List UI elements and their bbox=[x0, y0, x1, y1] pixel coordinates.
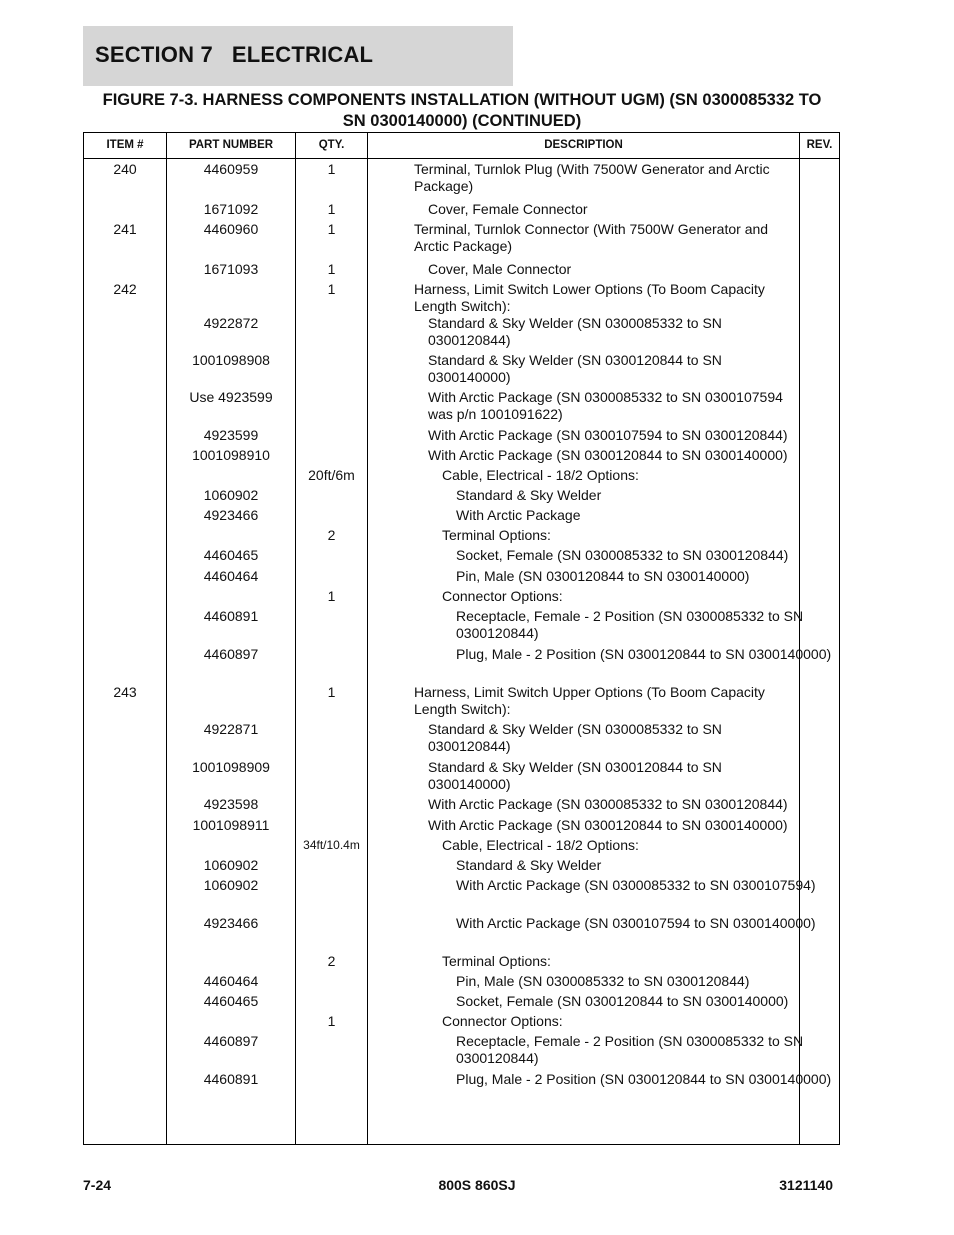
description: Terminal Options: bbox=[442, 953, 551, 969]
part-number: 4460465 bbox=[203, 993, 259, 1009]
footer-doc-number: 3121140 bbox=[779, 1177, 833, 1193]
part-number: 4460960 bbox=[203, 221, 259, 237]
description: Harness, Limit Switch Upper Options (To Boom Capacity Length Switch): bbox=[414, 684, 765, 717]
figure-title-line-1: FIGURE 7-3. HARNESS COMPONENTS INSTALLATION (WITHOUT UGM) (SN 0300085332 TO bbox=[102, 91, 822, 109]
description: Terminal, Turnlok Connector (With 7500W Generator and Arctic Package) bbox=[414, 221, 769, 254]
part-number: 1001098910 bbox=[192, 447, 270, 463]
part-number: 1060902 bbox=[203, 877, 259, 893]
description: Socket, Female (SN 0300085332 to SN 0300120844) bbox=[456, 547, 789, 563]
header-rev: REV. bbox=[806, 139, 833, 151]
part-number: 4923598 bbox=[203, 796, 259, 812]
figure-title bbox=[83, 90, 841, 132]
description: Terminal Options: bbox=[442, 527, 551, 543]
description: Connector Options: bbox=[442, 588, 563, 604]
description: Harness, Limit Switch Lower Options (To Boom Capacity Length Switch): bbox=[414, 281, 765, 314]
description: With Arctic Package (SN 0300120844 to SN 0300140000) bbox=[428, 817, 788, 833]
section-banner bbox=[83, 26, 513, 86]
figure-title-line-2: SN 0300140000) (CONTINUED) bbox=[342, 112, 582, 130]
description: Connector Options: bbox=[442, 1013, 563, 1029]
description: With Arctic Package bbox=[456, 507, 581, 523]
description: Receptacle, Female - 2 Position (SN 0300085332 to SN 0300120844) bbox=[456, 608, 804, 641]
header-divider bbox=[84, 158, 839, 159]
description: Terminal, Turnlok Plug (With 7500W Generator and Arctic Package) bbox=[414, 161, 770, 194]
part-number: 1001098908 bbox=[192, 352, 270, 368]
part-number: 4923466 bbox=[203, 507, 259, 523]
description: Cover, Male Connector bbox=[428, 261, 572, 277]
part-number: 4460897 bbox=[203, 1033, 259, 1049]
description: With Arctic Package (SN 0300120844 to SN 0300140000) bbox=[428, 447, 788, 463]
part-number: 4923599 bbox=[203, 427, 259, 443]
description: Plug, Male - 2 Position (SN 0300120844 to SN 0300140000) bbox=[456, 646, 832, 662]
header-description: DESCRIPTION bbox=[544, 139, 623, 151]
part-number: 4922872 bbox=[203, 315, 259, 331]
part-number: 4460465 bbox=[203, 547, 259, 563]
part-number: 4460464 bbox=[203, 973, 259, 989]
item-number: 242 bbox=[113, 281, 137, 297]
column-divider bbox=[367, 133, 368, 1144]
quantity: 1 bbox=[327, 261, 336, 277]
description: With Arctic Package (SN 0300107594 to SN 0300120844) bbox=[428, 427, 788, 443]
description: Standard & Sky Welder bbox=[456, 857, 602, 873]
item-number: 243 bbox=[113, 684, 137, 700]
description: Cable, Electrical - 18/2 Options: bbox=[442, 837, 639, 853]
description: Receptacle, Female - 2 Position (SN 0300085332 to SN 0300120844) bbox=[456, 1033, 804, 1066]
description: Standard & Sky Welder (SN 0300085332 to SN 0300120844) bbox=[428, 721, 722, 754]
part-number: 1671093 bbox=[203, 261, 259, 277]
description: Pin, Male (SN 0300085332 to SN 0300120844) bbox=[456, 973, 750, 989]
item-number: 240 bbox=[113, 161, 137, 177]
quantity: 1 bbox=[327, 684, 336, 700]
parts-table bbox=[83, 132, 840, 1145]
part-number: 1001098909 bbox=[192, 759, 270, 775]
quantity: 2 bbox=[327, 953, 336, 969]
quantity: 2 bbox=[327, 527, 336, 543]
header-item: ITEM # bbox=[106, 139, 144, 151]
quantity: 34ft/10.4m bbox=[303, 838, 360, 852]
part-number: 4460897 bbox=[203, 646, 259, 662]
description: Plug, Male - 2 Position (SN 0300120844 to SN 0300140000) bbox=[456, 1071, 832, 1087]
description: Standard & Sky Welder (SN 0300085332 to SN 0300120844) bbox=[428, 315, 722, 348]
description: Pin, Male (SN 0300120844 to SN 0300140000) bbox=[456, 568, 750, 584]
description: Standard & Sky Welder (SN 0300120844 to SN 0300140000) bbox=[428, 352, 722, 385]
part-number: 4923466 bbox=[203, 915, 259, 931]
part-number: 1060902 bbox=[203, 487, 259, 503]
part-number: 4460891 bbox=[203, 608, 259, 624]
quantity: 1 bbox=[327, 281, 336, 297]
quantity: 1 bbox=[327, 161, 336, 177]
footer-model: 800S 860SJ bbox=[438, 1177, 516, 1193]
description: With Arctic Package (SN 0300085332 to SN 0300120844) bbox=[428, 796, 788, 812]
quantity: 1 bbox=[327, 221, 336, 237]
part-number: 4460464 bbox=[203, 568, 259, 584]
header-qty: QTY. bbox=[318, 139, 345, 151]
part-number: 4460891 bbox=[203, 1071, 259, 1087]
description: Cable, Electrical - 18/2 Options: bbox=[442, 467, 639, 483]
footer-page-number: 7-24 bbox=[83, 1177, 112, 1193]
section-title: SECTION 7 ELECTRICAL bbox=[95, 42, 374, 67]
quantity: 20ft/6m bbox=[308, 467, 355, 483]
part-number: 4460959 bbox=[203, 161, 259, 177]
part-number: 1060902 bbox=[203, 857, 259, 873]
header-part-number: PART NUMBER bbox=[188, 139, 274, 151]
description: Cover, Female Connector bbox=[428, 201, 588, 217]
quantity: 1 bbox=[327, 588, 336, 604]
description: With Arctic Package (SN 0300085332 to SN 0300107594 was p/n 1001091622) bbox=[428, 389, 783, 422]
item-number: 241 bbox=[113, 221, 137, 237]
quantity: 1 bbox=[327, 1013, 336, 1029]
quantity: 1 bbox=[327, 201, 336, 217]
description: Standard & Sky Welder (SN 0300120844 to SN 0300140000) bbox=[428, 759, 722, 792]
part-number: 4922871 bbox=[203, 721, 259, 737]
description: With Arctic Package (SN 0300107594 to SN 0300140000) bbox=[456, 915, 816, 931]
description: With Arctic Package (SN 0300085332 to SN 0300107594) bbox=[456, 877, 816, 893]
description: Socket, Female (SN 0300120844 to SN 0300140000) bbox=[456, 993, 789, 1009]
part-number: 1671092 bbox=[203, 201, 259, 217]
part-number: Use 4923599 bbox=[189, 389, 273, 405]
part-number: 1001098911 bbox=[192, 817, 270, 833]
description: Standard & Sky Welder bbox=[456, 487, 602, 503]
